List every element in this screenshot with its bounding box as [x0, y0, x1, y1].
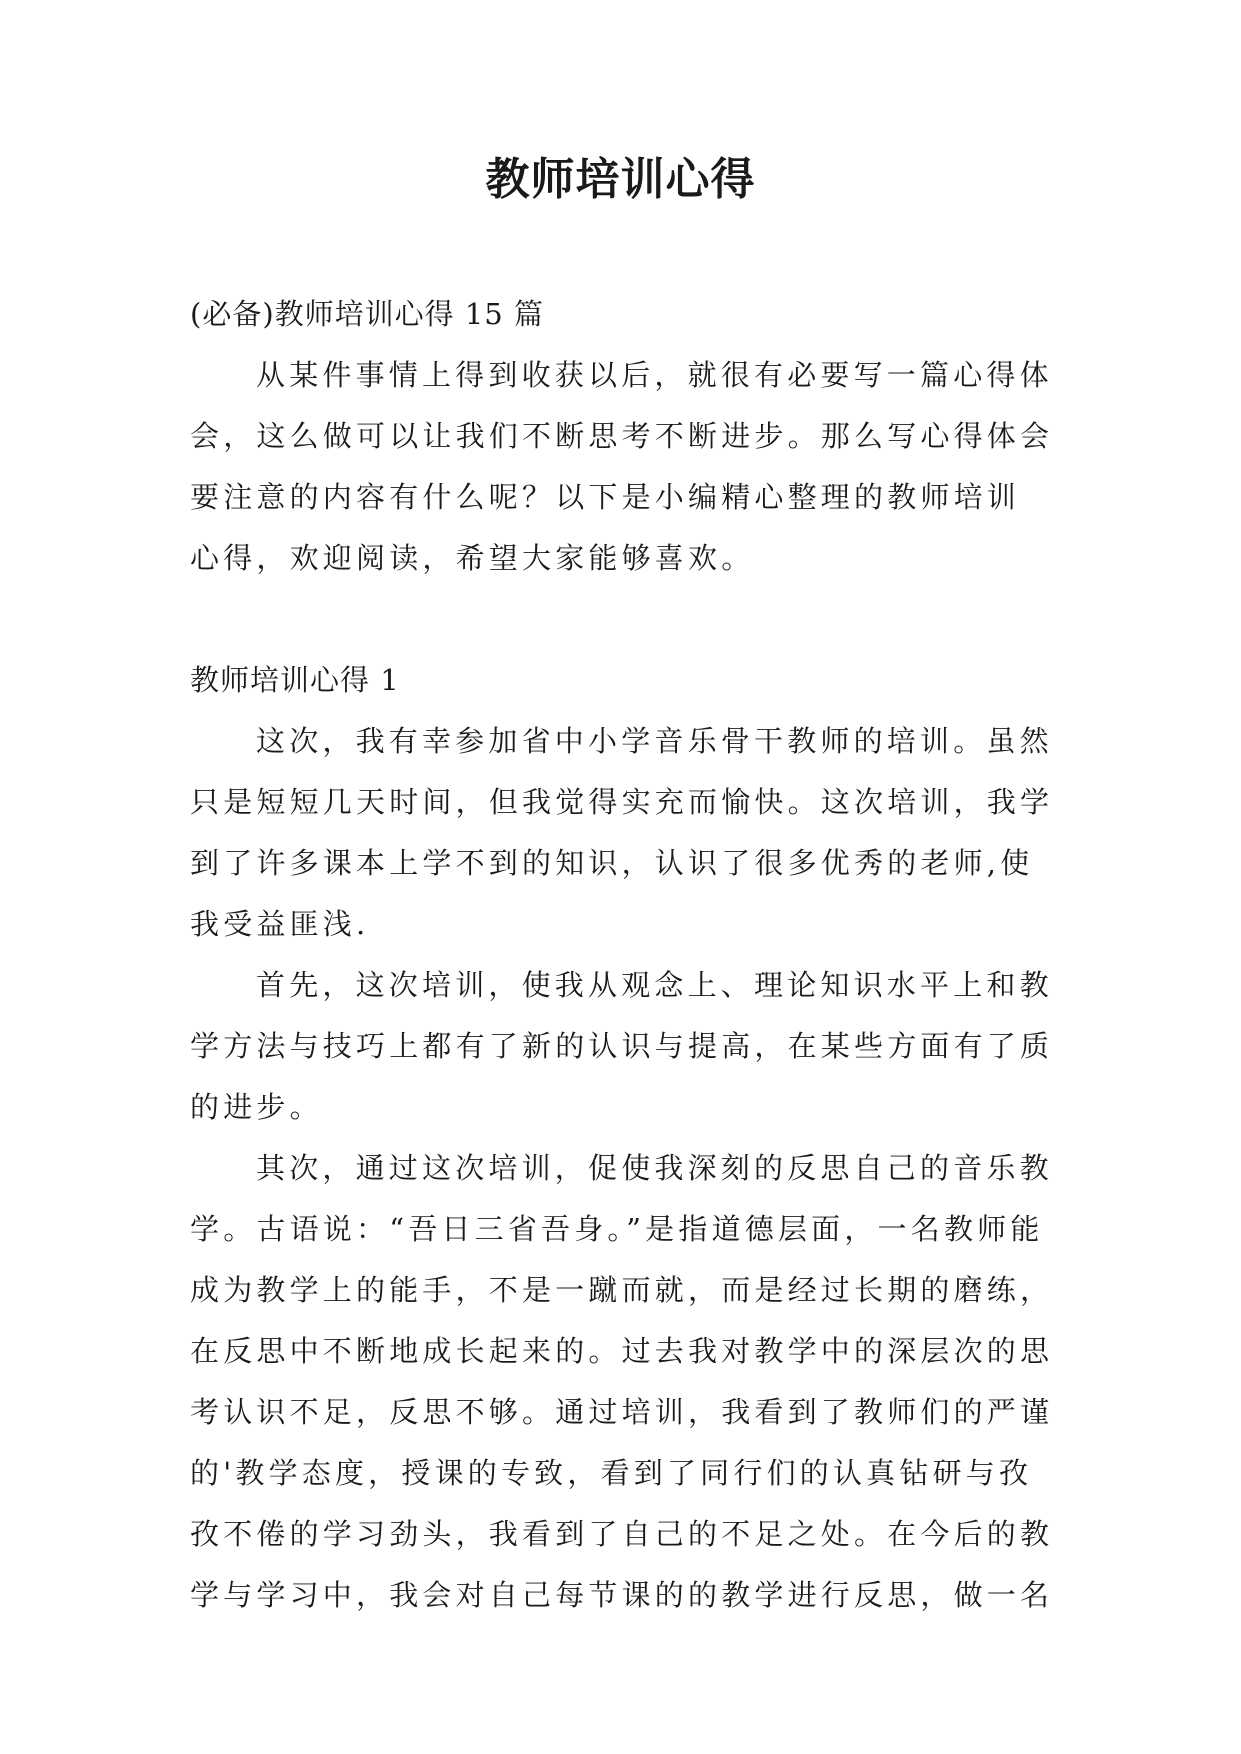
paragraph-line: 的进步。	[190, 1090, 323, 1124]
paragraph-line: 的'教学态度，授课的专致，看到了同行们的认真钻研与孜	[190, 1456, 1033, 1490]
paragraph-line: 孜不倦的学习劲头，我看到了自己的不足之处。在今后的教	[190, 1517, 1054, 1551]
paragraph-line: 心得，欢迎阅读，希望大家能够喜欢。	[190, 541, 755, 575]
paragraph-line: 考认识不足，反思不够。通过培训，我看到了教师们的严谨	[190, 1395, 1054, 1429]
paragraph-line: 只是短短几天时间，但我觉得实充而愉快。这次培训，我学	[190, 785, 1054, 819]
section-heading: 教师培训心得 1	[190, 663, 400, 697]
paragraph-line: 要注意的内容有什么呢？以下是小编精心整理的教师培训	[190, 480, 1021, 514]
paragraph-line: 学方法与技巧上都有了新的认识与提高，在某些方面有了质	[190, 1029, 1054, 1063]
paragraph-line: 我受益匪浅.	[190, 907, 370, 941]
paragraph-line: 学。古语说：“吾日三省吾身。”是指道德层面，一名教师能	[190, 1212, 1044, 1246]
paragraph-line: 到了许多课本上学不到的知识，认识了很多优秀的老师,使	[190, 846, 1034, 880]
body-paragraph	[190, 711, 1054, 955]
body-paragraph	[190, 1138, 1054, 1626]
paragraph-line: 学与学习中，我会对自己每节课的的教学进行反思，做一名	[190, 1578, 1054, 1612]
paragraph-line: 会，这么做可以让我们不断思考不断进步。那么写心得体会	[190, 419, 1054, 453]
intro-paragraph	[190, 345, 1054, 589]
document-subtitle: (必备)教师培训心得 15 篇	[190, 297, 544, 331]
paragraph-line: 从某件事情上得到收获以后，就很有必要写一篇心得体	[256, 358, 1053, 392]
paragraph-line: 在反思中不断地成长起来的。过去我对教学中的深层次的思	[190, 1334, 1054, 1368]
body-paragraph	[190, 955, 1054, 1138]
document-body	[190, 284, 1054, 1626]
document-title: 教师培训心得	[485, 154, 756, 205]
paragraph-line: 这次，我有幸参加省中小学音乐骨干教师的培训。虽然	[256, 724, 1053, 758]
blank-line	[190, 589, 1050, 650]
paragraph-line: 其次，通过这次培训，促使我深刻的反思自己的音乐教	[256, 1151, 1053, 1185]
paragraph-line: 首先，这次培训，使我从观念上、理论知识水平上和教	[256, 968, 1053, 1002]
paragraph-line: 成为教学上的能手，不是一蹴而就，而是经过长期的磨练，	[190, 1273, 1054, 1307]
